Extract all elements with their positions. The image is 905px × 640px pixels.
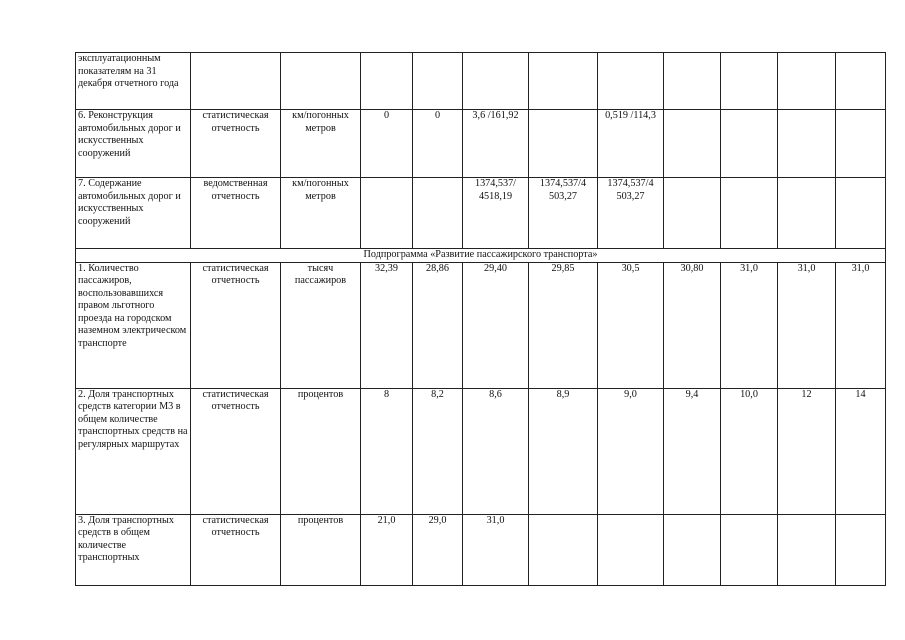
indicator-cell: 6. Реконструкция автомобильных дорог и искусственных сооружений [76, 110, 191, 178]
value-cell [598, 53, 664, 110]
value-cell [529, 514, 598, 585]
value-cell [778, 53, 836, 110]
table-row [76, 514, 886, 585]
value-cell [664, 53, 721, 110]
value-cell: 31,0 [463, 514, 529, 585]
value-cell: 29,40 [463, 262, 529, 388]
value-cell [836, 110, 886, 178]
value-cell: 28,86 [413, 262, 463, 388]
value-cell: 0,519 /114,3 [598, 110, 664, 178]
value-cell: 30,80 [664, 262, 721, 388]
value-cell [529, 53, 598, 110]
value-cell: 1374,537/ 4518,19 [463, 178, 529, 249]
value-cell: 31,0 [836, 262, 886, 388]
value-cell [598, 514, 664, 585]
value-cell [836, 178, 886, 249]
table-row [76, 53, 886, 110]
value-cell: 8 [361, 388, 413, 514]
value-cell [836, 53, 886, 110]
value-cell [664, 178, 721, 249]
value-cell: 21,0 [361, 514, 413, 585]
value-cell [413, 178, 463, 249]
value-cell: 3,6 /161,92 [463, 110, 529, 178]
indicator-cell: 2. Доля транспортных средств категории М3 в общем количестве транспортных средств на регулярных маршрутах [76, 388, 191, 514]
value-cell [361, 53, 413, 110]
value-cell: 8,9 [529, 388, 598, 514]
value-cell: 8,6 [463, 388, 529, 514]
value-cell: 9,0 [598, 388, 664, 514]
value-cell [836, 514, 886, 585]
source-cell: статистическая отчетность [191, 262, 281, 388]
value-cell [778, 514, 836, 585]
unit-cell [281, 53, 361, 110]
value-cell: 30,5 [598, 262, 664, 388]
value-cell [463, 53, 529, 110]
source-cell: статистическая отчетность [191, 388, 281, 514]
value-cell: 29,85 [529, 262, 598, 388]
source-cell: статистическая отчетность [191, 110, 281, 178]
value-cell [361, 178, 413, 249]
value-cell [664, 110, 721, 178]
indicators-table [75, 52, 886, 586]
table-row [76, 262, 886, 388]
unit-cell: км/погонных метров [281, 178, 361, 249]
unit-cell: тысяч пассажиров [281, 262, 361, 388]
value-cell [529, 110, 598, 178]
value-cell [721, 514, 778, 585]
table-row [76, 178, 886, 249]
indicator-cell: 1. Количество пассажиров, воспользовавшихся правом льготного проезда на городском наземном электрическом транспорте [76, 262, 191, 388]
value-cell: 31,0 [778, 262, 836, 388]
value-cell: 1374,537/4 503,27 [598, 178, 664, 249]
value-cell: 0 [413, 110, 463, 178]
value-cell [778, 178, 836, 249]
value-cell: 14 [836, 388, 886, 514]
table-row [76, 110, 886, 178]
indicator-cell: 3. Доля транспортных средств в общем количестве транспортных [76, 514, 191, 585]
value-cell [721, 53, 778, 110]
value-cell: 9,4 [664, 388, 721, 514]
subprogram-header-row [76, 249, 886, 263]
value-cell: 32,39 [361, 262, 413, 388]
source-cell: ведомственная отчетность [191, 178, 281, 249]
value-cell [721, 178, 778, 249]
value-cell: 12 [778, 388, 836, 514]
value-cell: 1374,537/4 503,27 [529, 178, 598, 249]
indicator-cell: эксплуатационным показателям на 31 декабря отчетного года [76, 53, 191, 110]
indicator-cell: 7. Содержание автомобильных дорог и искусственных сооружений [76, 178, 191, 249]
value-cell: 31,0 [721, 262, 778, 388]
value-cell [413, 53, 463, 110]
unit-cell: процентов [281, 514, 361, 585]
value-cell [721, 110, 778, 178]
unit-cell: процентов [281, 388, 361, 514]
value-cell: 0 [361, 110, 413, 178]
value-cell [664, 514, 721, 585]
source-cell: статистическая отчетность [191, 514, 281, 585]
value-cell: 10,0 [721, 388, 778, 514]
table-row [76, 388, 886, 514]
value-cell [778, 110, 836, 178]
value-cell: 29,0 [413, 514, 463, 585]
value-cell: 8,2 [413, 388, 463, 514]
unit-cell: км/погонных метров [281, 110, 361, 178]
subprogram-title: Подпрограмма «Развитие пассажирского транспорта» [76, 249, 886, 263]
source-cell [191, 53, 281, 110]
